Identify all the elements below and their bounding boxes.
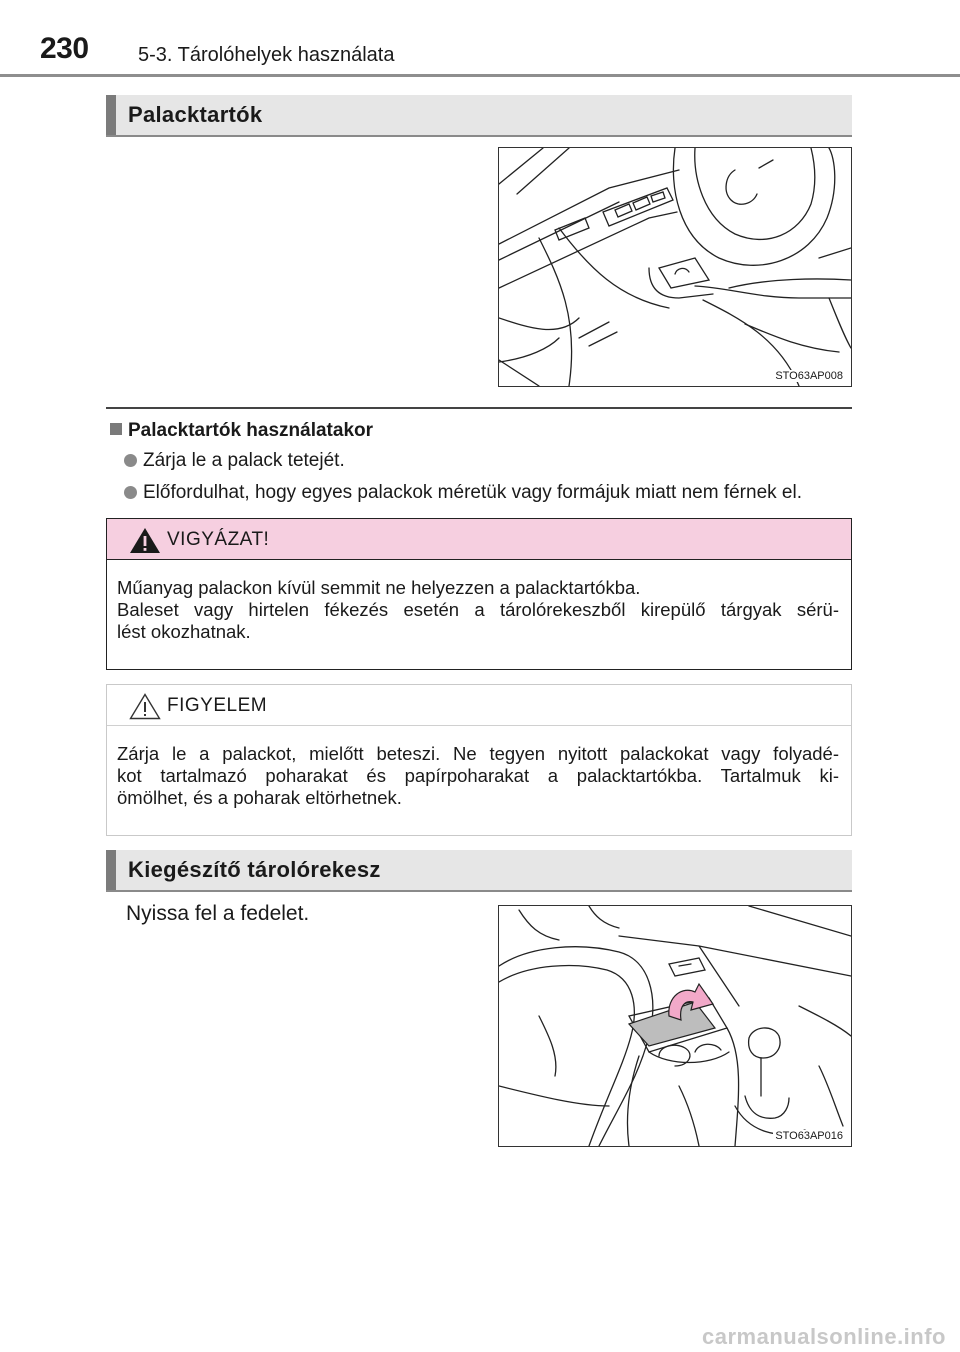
page-number: 230 bbox=[40, 32, 89, 65]
list-item-text: Zárja le a palack tetejét. bbox=[143, 450, 345, 471]
warning-line: lést okozhatnak. bbox=[117, 621, 251, 642]
notice-line: kot tartalmazó poharakat és papírpoharakat a palacktartókba. Tartalmuk ki- bbox=[117, 765, 839, 786]
list-item bbox=[124, 450, 345, 472]
header-rule bbox=[0, 74, 960, 77]
notice-box bbox=[106, 684, 852, 836]
section-accent bbox=[106, 95, 116, 135]
section-accent bbox=[106, 850, 116, 890]
list-item-text: Előfordulhat, hogy egyes palackok méretük vagy formájuk miatt nem férnek el. bbox=[143, 482, 802, 503]
subsection-title: Palacktartók használatakor bbox=[128, 420, 374, 441]
section-heading-bottle-holders bbox=[106, 95, 852, 137]
auxiliary-box-drawing bbox=[499, 906, 851, 1146]
notice-line: Zárja le a palackot, mielőtt beteszi. Ne tegyen nyitott palackokat vagy folyadé- bbox=[117, 743, 839, 764]
warning-header bbox=[107, 519, 851, 560]
bottle-holder-drawing bbox=[499, 148, 851, 386]
notice-title: FIGYELEM bbox=[167, 695, 268, 716]
image-code: STO63AP016 bbox=[775, 1130, 843, 1142]
notice-header bbox=[107, 685, 851, 726]
square-bullet-icon bbox=[110, 423, 122, 435]
warning-box bbox=[106, 518, 852, 670]
notice-line: ömölhet, és a poharak eltörhetnek. bbox=[117, 787, 402, 808]
warning-line: Műanyag palackon kívül semmit ne helyezzen a palacktartókba. bbox=[117, 577, 641, 598]
divider-rule bbox=[106, 407, 852, 409]
image-code: STO63AP008 bbox=[775, 370, 843, 382]
warning-triangle-icon bbox=[129, 527, 161, 554]
subsection-heading bbox=[110, 420, 373, 442]
illustration-auxiliary-box bbox=[498, 905, 852, 1147]
watermark: carmanualsonline.info bbox=[702, 1324, 946, 1349]
warning-line: Baleset vagy hirtelen fékezés esetén a tárolórekeszből kirepülő tárgyak sérü- bbox=[117, 599, 839, 620]
list-item bbox=[124, 482, 802, 504]
warning-title: VIGYÁZAT! bbox=[167, 529, 270, 550]
section-heading-auxiliary-box bbox=[106, 850, 852, 892]
bullet-dot-icon bbox=[124, 486, 137, 499]
chapter-title: 5-3. Tárolóhelyek használata bbox=[138, 44, 395, 66]
section-title: Kiegészítő tárolórekesz bbox=[128, 857, 381, 882]
notice-triangle-icon bbox=[129, 693, 161, 720]
instruction-text: Nyissa fel a fedelet. bbox=[126, 902, 310, 925]
illustration-bottle-holder bbox=[498, 147, 852, 387]
bullet-dot-icon bbox=[124, 454, 137, 467]
section-title: Palacktartók bbox=[128, 102, 263, 127]
